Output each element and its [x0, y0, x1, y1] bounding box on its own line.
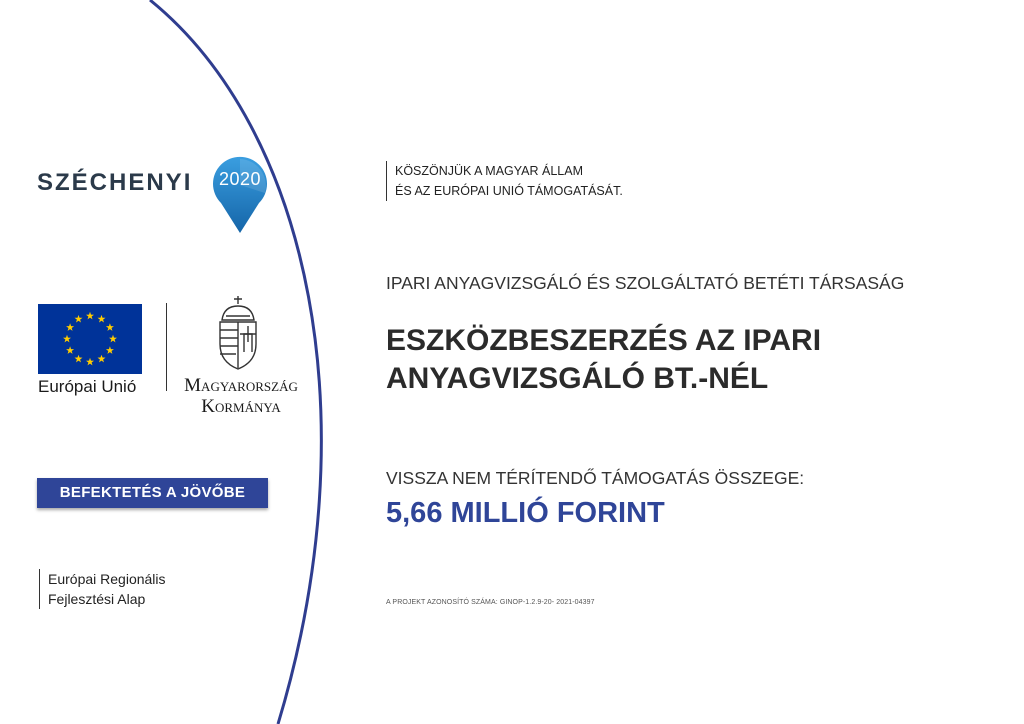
- project-id: A PROJEKT AZONOSÍTÓ SZÁMA: GINOP-1.2.9-20- 2021-04397: [386, 599, 595, 606]
- szechenyi-2020-logo: [37, 155, 277, 245]
- project-title-line1: ESZKÖZBESZERZÉS AZ IPARI: [386, 324, 822, 357]
- thanks-line2: ÉS AZ EURÓPAI UNIÓ TÁMOGATÁSÁT.: [395, 184, 623, 198]
- grant-label: VISSZA NEM TÉRÍTENDŐ TÁMOGATÁS ÖSSZEGE:: [386, 468, 805, 488]
- project-title: [386, 322, 946, 398]
- coat-of-arms-icon: [214, 294, 262, 372]
- fund-label-line2: Fejlesztési Alap: [48, 591, 146, 607]
- fund-label-line1: Európai Regionális: [48, 571, 166, 587]
- logo-divider: [166, 303, 167, 391]
- government-label-line2: Kormánya: [201, 396, 281, 417]
- map-pin-icon: [209, 155, 271, 235]
- invest-banner: BEFEKTETÉS A JÖVŐBE: [37, 478, 268, 508]
- thanks-line1: KÖSZÖNJÜK A MAGYAR ÁLLAM: [395, 164, 584, 178]
- eu-label: Európai Unió: [38, 377, 137, 396]
- szechenyi-wordmark: SZÉCHENYI: [37, 169, 193, 196]
- fund-label: [39, 569, 166, 609]
- government-label-line1: Magyarország: [184, 375, 298, 396]
- szechenyi-year: 2020: [218, 169, 262, 189]
- grant-amount: 5,66 MILLIÓ FORINT: [386, 497, 665, 529]
- beneficiary-name: IPARI ANYAGVIZSGÁLÓ ÉS SZOLGÁLTATÓ BETÉTI TÁRSASÁG: [386, 273, 905, 293]
- eu-flag-icon: [38, 304, 142, 374]
- thanks-note: [386, 161, 623, 201]
- project-title-line2: ANYAGVIZSGÁLÓ BT.-NÉL: [386, 362, 769, 395]
